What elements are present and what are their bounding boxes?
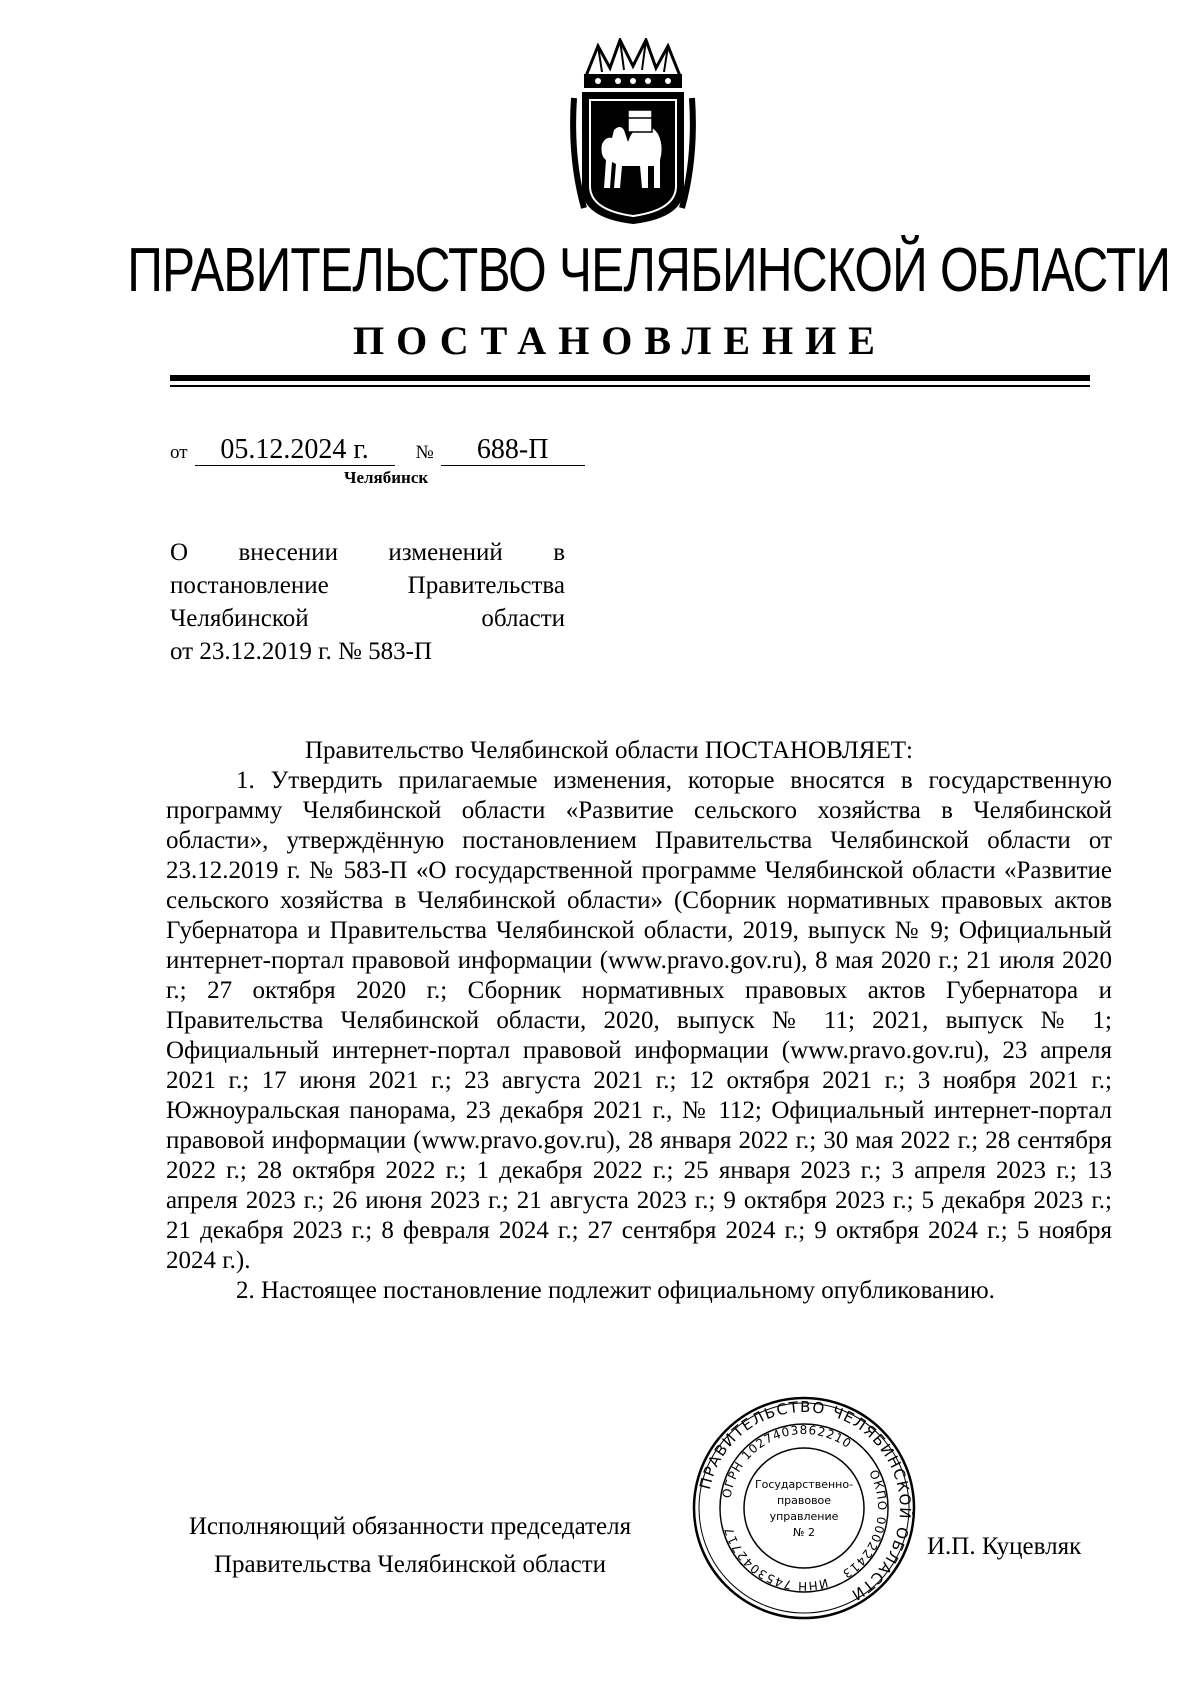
position-line: Правительства Челябинской области: [213, 1551, 607, 1578]
stamp-okpo: ОКПО 00022413: [839, 1467, 890, 1582]
document-subject: [170, 536, 565, 668]
stamp-outer-text: ПРАВИТЕЛЬСТВО ЧЕЛЯБИНСКОЙ ОБЛАСТИ: [695, 1397, 915, 1605]
stamp-center-line: № 2: [793, 1526, 815, 1539]
subject-line: Челябинской области: [170, 605, 565, 632]
stamp-center-line: Государственно-: [754, 1478, 854, 1491]
stamp-inn: ИНН 7453042717: [721, 1524, 830, 1594]
date-number-line: [170, 434, 585, 466]
item-2: 2. Настоящее постановление подлежит официальному опубликованию.: [236, 1277, 995, 1304]
subject-line: постановление Правительства: [170, 572, 565, 599]
preamble: Правительство Челябинской области ПОСТАНОВЛЯЕТ:: [305, 737, 913, 764]
government-title: ПРАВИТЕЛЬСТВО ЧЕЛЯБИНСКОЙ ОБЛАСТИ: [127, 236, 1171, 305]
coat-of-arms-emblem: [568, 38, 698, 228]
stamp-center-line: правовое: [776, 1494, 832, 1507]
header-rule-thick: [170, 375, 1090, 381]
subject-line: от 23.12.2019 г. № 583-П: [170, 638, 433, 665]
signatory-name: И.П. Куцевляк: [927, 1533, 1082, 1560]
from-label: от: [170, 442, 188, 463]
official-stamp: [690, 1394, 918, 1622]
signatory-position: [160, 1508, 660, 1584]
document-date: 05.12.2024 г.: [195, 435, 395, 466]
stamp-ogrn: ОГРН 1027403862210: [719, 1422, 855, 1500]
number-label: №: [415, 442, 434, 463]
header-rule-thin: [170, 385, 1090, 387]
item-1: 1. Утвердить прилагаемые изменения, которые вносятся в государственную программу Челябинской области «Развитие сельского хозяйства в Челябинской области», утверждённую постановлением Правительства Челябинской области от 23.12.2019 г. № 583-П «О государственной программе Челябинской области «Развитие сельского хозяйства в Челябинской области» (Сборник нормативных правовых актов Губернатора и Правительства Челябинской области, 2019, выпуск № 9; Официальный интернет-портал правовой информации (www.pravo.gov.ru), 8 мая 2020 г.; 21 июля 2020 г.; 27 октября 2020 г.; Сборник нормативных правовых актов Губернатора и Правительства Челябинской области, 2020, выпуск № 11; 2021, выпуск № 1; Официальный интернет-портал правовой информации (www.pravo.gov.ru), 23 апреля 2021 г.; 17 июня 2021 г.; 23 августа 2021 г.; 12 октября 2021 г.; 3 ноября 2021 г.; Южноуральская панорама, 23 декабря 2021 г., № 112; Официальный интернет-портал правовой информации (www.pravo.gov.ru), 28 января 2022 г.; 30 мая 2022 г.; 28 сентября 2022 г.; 28 октября 2022 г.; 1 декабря 2022 г.; 25 января 2023 г.; 3 апреля 2023 г.; 13 апреля 2023 г.; 26 июня 2023 г.; 21 августа 2023 г.; 9 октября 2023 г.; 5 декабря 2023 г.; 21 декабря 2023 г.; 8 февраля 2024 г.; 27 сентября 2024 г.; 9 октября 2024 г.; 5 ноября 2024 г.).: [166, 767, 1112, 1274]
city: Челябинск: [344, 468, 429, 487]
document-number: 688-П: [441, 435, 585, 466]
position-line: Исполняющий обязанности председателя: [188, 1513, 632, 1540]
document-body: [166, 736, 1112, 1306]
subject-line: О внесении изменений в: [170, 539, 565, 566]
stamp-center-line: управление: [769, 1510, 839, 1523]
document-type: ПОСТАНОВЛЕНИЕ: [353, 318, 887, 363]
